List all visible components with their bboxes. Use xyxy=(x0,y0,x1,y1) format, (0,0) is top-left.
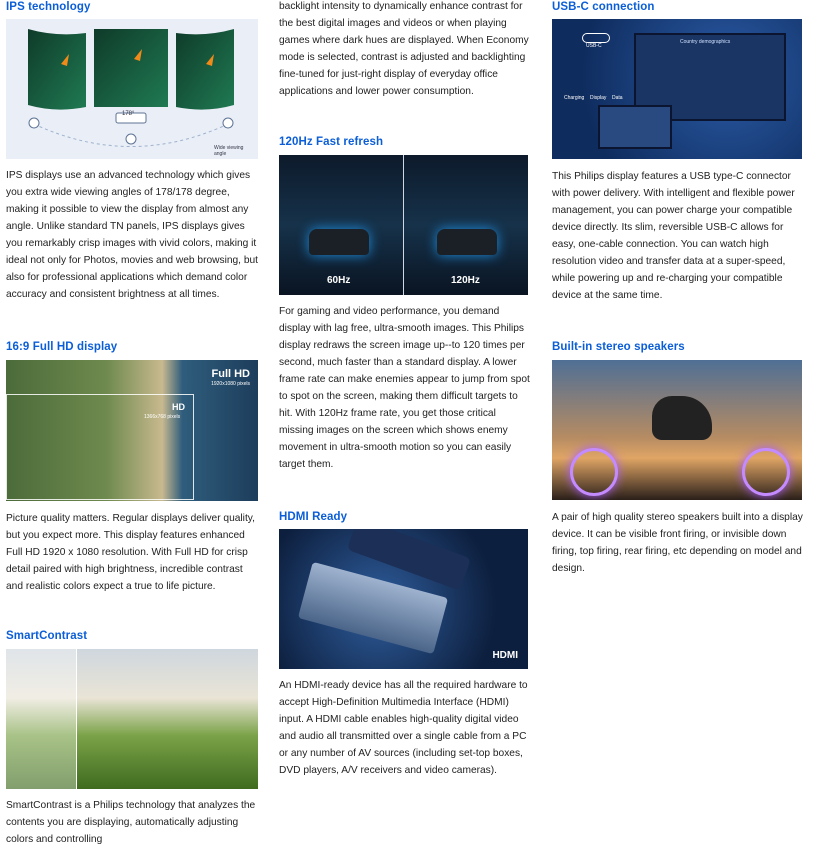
right-label: 120Hz xyxy=(451,275,480,286)
wide-angle-label: Wide viewing angle xyxy=(214,145,244,157)
hd-label: HD xyxy=(172,402,185,412)
laptop-graphic xyxy=(598,105,672,149)
icon-label-display: Display xyxy=(590,95,607,101)
feature-text: Picture quality matters. Regular displays deliver quality, but you expect more. This display features enhanced Full HD 1920 x 1080 resolution. With Full HD for crisp detail paired with high brightness, incredible contrast and realistic colors expect a true to life picture. xyxy=(6,513,255,592)
feature-text: For gaming and video performance, you demand display with lag free, ultra-smooth images. This Philips display redraws the screen image up--to 120 times per second, much faster than a standard display. A lower frame rate can make enemies appear to jump from spot to spot on the screen, making them difficult targets to hit. With 120Hz frame rate, you get those critical missing images on the screen which shows enemy movement in ultra-smooth motion so you can easily target them. xyxy=(279,306,530,470)
feature-title: USB-C connection xyxy=(552,1,655,13)
feature-title: HDMI Ready xyxy=(279,511,348,523)
feature-smartcontrast-continued xyxy=(279,0,533,100)
ips-illustration xyxy=(6,19,256,159)
contrast-split xyxy=(6,649,77,789)
screen-title: Country demographics xyxy=(680,39,731,45)
speaker-right xyxy=(742,448,790,496)
feature-speakers xyxy=(552,340,804,577)
feature-text: backlight intensity to dynamically enhance contrast for the best digital images and videos or when playing games where dark hues are displayed. When Economy mode is selected, contrast is adjusted and backlighting fine-tuned for just-right display of everyday office applications and lower power consumption. xyxy=(279,1,529,97)
hdmi-image xyxy=(279,529,528,669)
feature-refresh xyxy=(279,135,533,473)
fhd-res: 1920x1080 pixels xyxy=(211,381,250,387)
usbc-port-icon xyxy=(582,33,610,43)
left-label: 60Hz xyxy=(327,275,351,286)
feature-text: A pair of high quality stereo speakers built into a display device. It can be visible front firing, or invisible down firing, top firing, rear firing, etc depending on model and design. xyxy=(552,512,803,574)
feature-title: 16:9 Full HD display xyxy=(6,341,118,353)
hd-res: 1366x768 pixels xyxy=(144,414,181,420)
feature-title: Built-in stereo speakers xyxy=(552,341,685,353)
hd-frame xyxy=(6,394,194,500)
feature-usbc xyxy=(552,0,804,304)
feature-text: IPS displays use an advanced technology which gives you extra wide viewing angles of 178/178 degree, making it possible to view the display from almost any angle. Unlike standard TN panels, IPS displays gives you remarkably crisp images with vivid colors, making it ideal not only for Photos, movies and web browsing, but also for professional applications which demand color accuracy and consistent brightness at all times. xyxy=(6,170,259,300)
rider-graphic xyxy=(652,396,712,440)
feature-text: SmartContrast is a Philips technology that analyzes the contents you are displaying, automatically adjusting colors and controlling xyxy=(6,800,256,845)
angle-label: 178° xyxy=(122,111,135,117)
car-left xyxy=(309,229,369,255)
feature-title: IPS technology xyxy=(6,1,91,13)
feature-title: SmartContrast xyxy=(6,630,88,642)
car-right xyxy=(437,229,497,255)
fhd-label: Full HD xyxy=(211,368,250,380)
smartcontrast-image xyxy=(6,649,258,789)
speaker-left xyxy=(570,448,618,496)
usbc-port-label: USB-C xyxy=(586,43,602,49)
feature-smartcontrast xyxy=(6,629,258,848)
feature-hdmi xyxy=(279,510,533,779)
fullhd-image xyxy=(6,360,258,501)
usbc-image xyxy=(552,19,802,159)
ips-image xyxy=(6,19,258,159)
icon-label-charging: Charging xyxy=(564,95,585,101)
refresh-image xyxy=(279,155,528,295)
feature-ips xyxy=(6,0,258,303)
icon-label-data: Data xyxy=(612,95,623,101)
refresh-divider xyxy=(403,155,404,295)
feature-text: This Philips display features a USB type-C connector with power delivery. With intelligent and flexible power management, you can power charge your compatible device directly. Its slim, reversible USB-C allows for easy, one-cable connection. You can watch high resolution video and transfer data at a super-speed, while powering up and re-charging your compatible device at the same time. xyxy=(552,171,795,301)
feature-fullhd xyxy=(6,340,258,595)
speakers-image xyxy=(552,360,802,500)
feature-text: An HDMI-ready device has all the required hardware to accept High-Definition Multimedia Interface (HDMI) input. A HDMI cable enables high-quality digital video and audio all transmitted over a single cable from a PC or any number of AV sources (including set-top boxes, DVD players, A/V receivers and video cameras). xyxy=(279,680,528,776)
hdmi-badge: HDMI xyxy=(492,650,518,661)
feature-title: 120Hz Fast refresh xyxy=(279,136,384,148)
